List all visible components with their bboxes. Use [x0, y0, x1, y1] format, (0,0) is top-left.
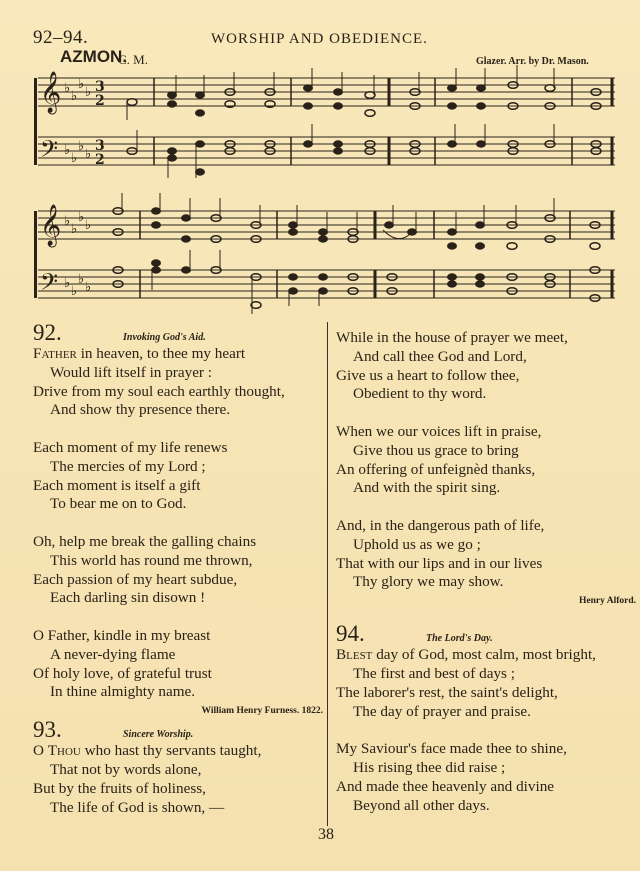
verse-line: Thy glory we may show. [353, 573, 504, 591]
verse-line: And show thy presence there. [50, 401, 231, 419]
stanza [33, 627, 323, 702]
staff-treble-1 [38, 78, 615, 106]
svg-text:2: 2 [95, 93, 105, 109]
first-word: Father [33, 345, 77, 362]
svg-text:♭: ♭ [64, 214, 71, 229]
verse-line: in heaven, to thee my heart [80, 345, 246, 362]
stanza [33, 345, 323, 420]
tune-name: AZMON. [60, 47, 128, 66]
section-title: WORSHIP AND OBEDIENCE. [211, 31, 428, 47]
verse-line: That with our lips and in our lives [336, 554, 543, 572]
verse-line: This world has round me thrown, [50, 551, 253, 569]
first-word-prefix: O [33, 742, 48, 760]
verse-line: An offering of unfeignèd thanks, [336, 460, 536, 478]
svg-text:♭: ♭ [64, 143, 71, 158]
hymn-subtitle: The Lord's Day. [426, 633, 493, 645]
verse-line: And, in the dangerous path of life, [336, 516, 545, 534]
verse-line: Beyond all other days. [353, 796, 490, 814]
verse-line: The life of God is shown, — [50, 798, 225, 816]
verse-line: To bear me on to God. [50, 495, 187, 513]
svg-text:♭: ♭ [78, 272, 85, 287]
stanza [336, 423, 636, 498]
verse-line: My Saviour's face made thee to shine, [336, 740, 567, 758]
verse-line: The mercies of my Lord ; [50, 457, 206, 475]
hymn-subtitle: Invoking God's Aid. [123, 332, 206, 343]
verse-line: In thine almighty name. [50, 683, 196, 701]
hymn-number: 93. [33, 717, 62, 743]
stanza [336, 740, 636, 815]
verse-line: Each moment of my life renews [33, 438, 228, 456]
hymn-number: 92. [33, 320, 62, 345]
svg-text:♭: ♭ [78, 210, 85, 225]
verse-line: That not by words alone, [50, 760, 202, 778]
hymn-93-heading [33, 718, 323, 742]
svg-text:♭: ♭ [64, 276, 71, 291]
verse-line: Give us a heart to follow thee, [336, 366, 520, 384]
svg-text:♭: ♭ [85, 280, 92, 295]
verse-line: Of holy love, of grateful trust [33, 664, 212, 682]
svg-text:♭: ♭ [71, 151, 78, 166]
verse-line: And with the spirit sing. [353, 479, 501, 497]
stanza [33, 742, 323, 817]
verse-line: Drive from my soul each earthly thought, [33, 382, 285, 400]
hymn-range: 92–94. [33, 27, 89, 48]
first-word: Blest [336, 646, 373, 664]
verse-line: Uphold us as we go ; [353, 535, 481, 553]
verse-line: day of God, most calm, most bright, [376, 646, 596, 664]
svg-text:♭: ♭ [71, 89, 78, 104]
svg-text:𝄞: 𝄞 [40, 205, 62, 246]
verse-line: O Father, kindle in my breast [33, 626, 211, 644]
column-divider [327, 322, 328, 826]
svg-text:𝄢: 𝄢 [40, 135, 59, 168]
composer-credit: Glazer. Arr. by Dr. Mason. [476, 56, 589, 67]
verse-line: Each passion of my heart subdue, [33, 570, 238, 588]
hymn-subtitle: Sincere Worship. [123, 729, 194, 741]
verse-line: And call thee God and Lord, [353, 347, 527, 365]
verse-line: Oh, help me break the galling chains [33, 532, 257, 550]
stanza [336, 646, 636, 721]
verse-line: Would lift itself in prayer : [50, 363, 213, 381]
staff-bass-2 [38, 270, 615, 298]
first-word: Thou [47, 742, 81, 760]
hymn-number: 94. [336, 621, 365, 647]
svg-text:3: 3 [95, 138, 105, 154]
svg-text:♭: ♭ [78, 139, 85, 154]
verse-line: The laborer's rest, the saint's delight, [336, 683, 558, 701]
hymn-94-heading [336, 622, 636, 646]
svg-text:♭: ♭ [71, 284, 78, 299]
hymn-92-heading [33, 321, 323, 345]
stanza [336, 517, 636, 592]
svg-text:♭: ♭ [85, 147, 92, 162]
tune-meter: C. M. [118, 52, 148, 67]
svg-text:♭: ♭ [71, 222, 78, 237]
staff-bass-1 [38, 137, 615, 165]
stanza [33, 533, 323, 608]
verse-line: Each moment is itself a gift [33, 476, 201, 494]
verse-line: Obedient to thy word. [353, 385, 487, 403]
stanza [33, 439, 323, 514]
sheet-music [0, 0, 640, 320]
verse-line: When we our voices lift in praise, [336, 422, 542, 440]
right-column [336, 329, 636, 815]
verse-line: And made thee heavenly and divine [336, 777, 555, 795]
svg-text:♭: ♭ [64, 81, 71, 96]
verse-line: Each darling sin disown ! [50, 589, 206, 607]
verse-line: Give thou us grace to bring [353, 441, 519, 459]
stanza [336, 329, 636, 404]
svg-text:♭: ♭ [85, 85, 92, 100]
left-column [33, 321, 323, 817]
verse-line: The day of prayer and praise. [353, 702, 531, 720]
verse-line: who hast thy servants taught, [84, 742, 262, 760]
hymn-author: William Henry Furness. 1822. [201, 706, 323, 717]
svg-text:𝄢: 𝄢 [40, 268, 59, 301]
svg-text:♭: ♭ [78, 77, 85, 92]
page-number: 38 [318, 826, 334, 843]
verse-line: The first and best of days ; [353, 664, 515, 682]
svg-text:𝄞: 𝄞 [40, 72, 62, 113]
verse-line: But by the fruits of holiness, [33, 779, 206, 797]
verse-line: A never-dying flame [50, 645, 176, 663]
svg-text:♭: ♭ [85, 218, 92, 233]
verse-line: His rising thee did raise ; [353, 758, 506, 776]
svg-text:2: 2 [95, 152, 105, 168]
verse-line: While in the house of prayer we meet, [336, 329, 568, 346]
svg-text:3: 3 [95, 79, 105, 95]
hymn-author: Henry Alford. [579, 596, 636, 607]
